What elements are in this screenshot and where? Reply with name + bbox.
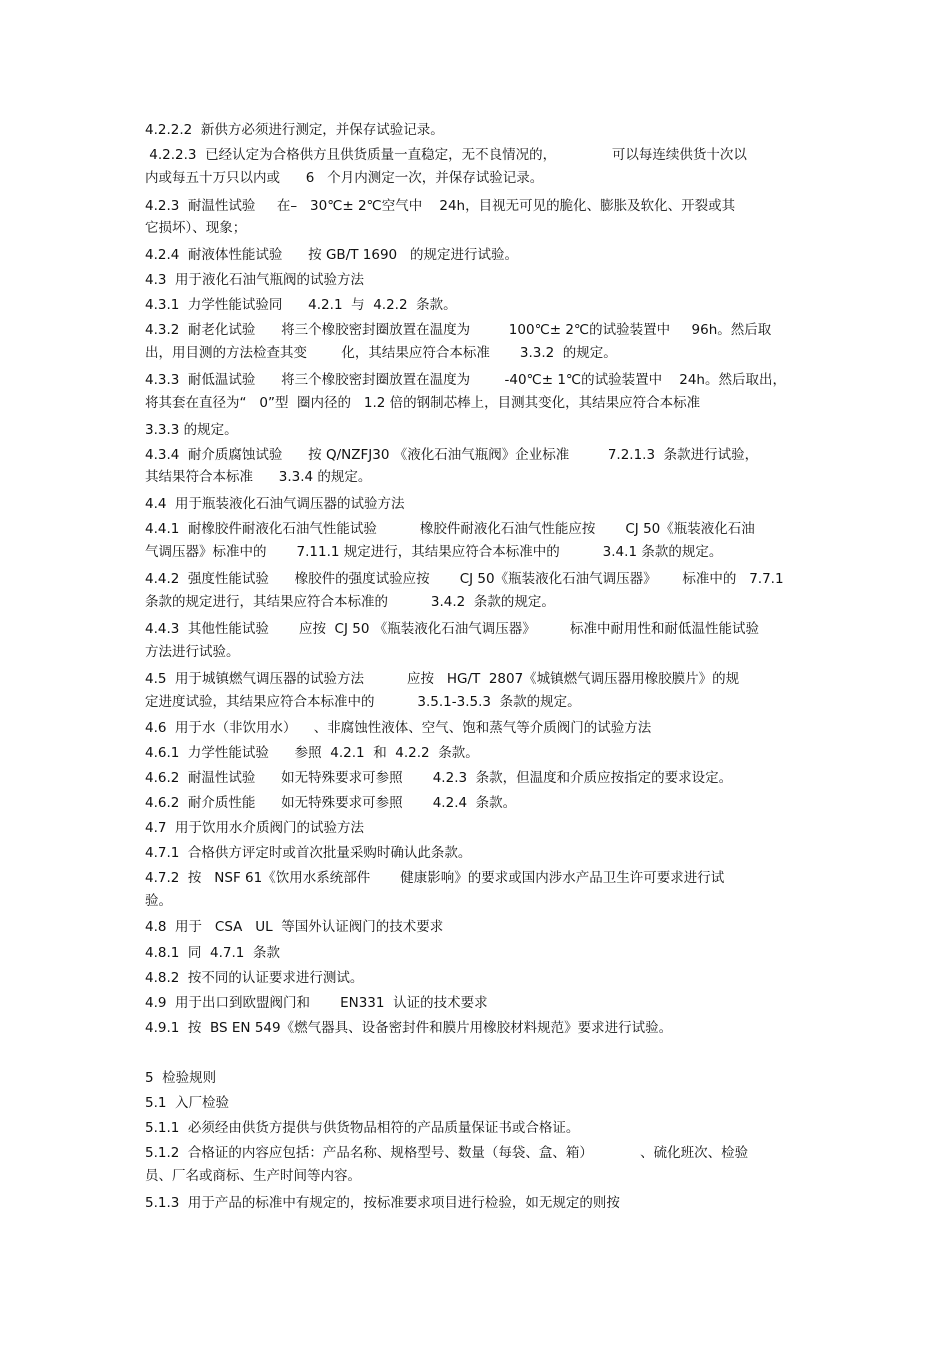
text-line: 4.6.2 耐温性试验 如无特殊要求可参照 4.2.3 条款，但温度和介质应按指定的要求设定。	[145, 770, 733, 786]
text-line: 定进度试验，其结果应符合本标准中的 3.5.1-3.5.3 条款的规定。	[145, 694, 581, 710]
text-line: 出，用目测的方法检查其变 化，其结果应符合本标准 3.3.2 的规定。	[145, 345, 617, 361]
text-line: 员、厂名或商标、生产时间等内容。	[145, 1168, 361, 1184]
text-line: 4.9.1 按 BS EN 549《燃气器具、设备密封件和膜片用橡胶材料规范》要求进行试验。	[145, 1020, 673, 1036]
section-heading: 4.9 用于出口到欧盟阀门和 EN331 认证的技术要求	[145, 995, 488, 1011]
text-line: 4.7.1 合格供方评定时或首次批量采购时确认此条款。	[145, 845, 472, 861]
text-line: 4.3.4 耐介质腐蚀试验 按 Q/NZFJ30 《液化石油气瓶阀》企业标准 7.2.1.3 条款进行试验，	[145, 447, 759, 463]
text-line: 3.3.3 的规定。	[145, 422, 238, 438]
section-heading: 4.3 用于液化石油气瓶阀的试验方法	[145, 272, 365, 288]
section-heading: 4.4 用于瓶装液化石油气调压器的试验方法	[145, 496, 405, 512]
text-line: 其结果符合本标准 3.3.4 的规定。	[145, 469, 372, 485]
text-line: 4.8.2 按不同的认证要求进行测试。	[145, 970, 364, 986]
text-line: 4.3.1 力学性能试验同 4.2.1 与 4.2.2 条款。	[145, 297, 457, 313]
text-line: 4.2.2.3 已经认定为合格供方且供货质量一直稳定，无不良情况的， 可以每连续供货十次以	[145, 147, 747, 163]
text-line: 验。	[145, 893, 172, 909]
text-line: 4.2.2.2 新供方必须进行测定，并保存试验记录。	[145, 122, 444, 138]
text-line: 4.2.4 耐液体性能试验 按 GB/T 1690 的规定进行试验。	[145, 247, 519, 263]
text-line: 4.8.1 同 4.7.1 条款	[145, 945, 280, 961]
text-line: 4.3.3 耐低温试验 将三个橡胶密封圈放置在温度为 -40℃± 1℃的试验装置中 24h。然后取出，	[145, 372, 786, 388]
section-heading: 4.7 用于饮用水介质阀门的试验方法	[145, 820, 365, 836]
section-heading: 4.5 用于城镇燃气调压器的试验方法 应按 HG/T 2807《城镇燃气调压器用橡胶膜片》的规	[145, 671, 740, 687]
chapter-heading: 5 检验规则	[145, 1070, 217, 1086]
text-line: 4.6.2 耐介质性能 如无特殊要求可参照 4.2.4 条款。	[145, 795, 517, 811]
text-line: 4.7.2 按 NSF 61《饮用水系统部件 健康影响》的要求或国内涉水产品卫生许可要求进行试	[145, 870, 725, 886]
text-line: 4.3.2 耐老化试验 将三个橡胶密封圈放置在温度为 100℃± 2℃的试验装置中 96h。然后取	[145, 322, 772, 338]
text-line: 气调压器》标准中的 7.11.1 规定进行，其结果应符合本标准中的 3.4.1 条款的规定。	[145, 544, 723, 560]
text-line: 它损坏）、现象；	[145, 220, 247, 236]
text-line: 方法进行试验。	[145, 644, 240, 660]
text-line: 4.4.2 强度性能试验 橡胶件的强度试验应按 CJ 50《瓶装液化石油气调压器》 标准中的 7.7.1	[145, 571, 784, 587]
text-line: 4.6.1 力学性能试验 参照 4.2.1 和 4.2.2 条款。	[145, 745, 479, 761]
section-heading: 4.8 用于 CSA UL 等国外认证阀门的技术要求	[145, 919, 444, 935]
text-line: 5.1.3 用于产品的标准中有规定的，按标准要求项目进行检验，如无规定的则按	[145, 1195, 620, 1211]
section-heading: 4.6 用于水（非饮用水） 、非腐蚀性液体、空气、饱和蒸气等介质阀门的试验方法	[145, 720, 652, 736]
text-line: 内或每五十万只以内或 6 个月内测定一次，并保存试验记录。	[145, 170, 544, 186]
text-line: 将其套在直径为“ 0”型 圈内径的 1.2 倍的钢制芯棒上，目测其变化，其结果应符合本标准	[145, 395, 701, 411]
text-line: 条款的规定进行，其结果应符合本标准的 3.4.2 条款的规定。	[145, 594, 555, 610]
text-line: 4.4.3 其他性能试验 应按 CJ 50 《瓶装液化石油气调压器》 标准中耐用性和耐低温性能试验	[145, 621, 760, 637]
text-line: 5.1.2 合格证的内容应包括：产品名称、规格型号、数量（每袋、盒、箱） 、硫化班次、检验	[145, 1145, 749, 1161]
text-line: 4.2.3 耐温性试验 在– 30℃± 2℃空气中 24h，目视无可见的脆化、膨胀及软化、开裂或其	[145, 198, 736, 214]
text-line: 4.4.1 耐橡胶件耐液化石油气性能试验 橡胶件耐液化石油气性能应按 CJ 50《瓶装液化石油	[145, 521, 755, 537]
section-heading: 5.1 入厂检验	[145, 1095, 230, 1111]
text-line: 5.1.1 必须经由供货方提供与供货物品相符的产品质量保证书或合格证。	[145, 1120, 580, 1136]
